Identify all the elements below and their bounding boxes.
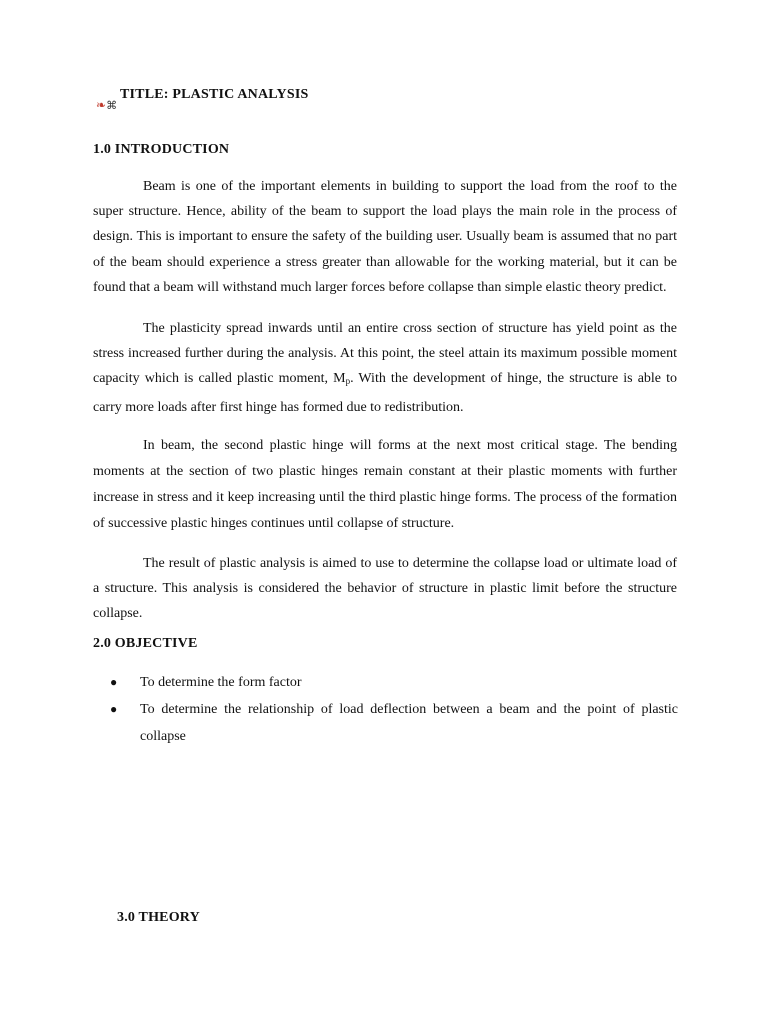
section-heading-theory: 3.0 THEORY <box>117 910 200 925</box>
section-heading-introduction: 1.0 INTRODUCTION <box>93 142 230 157</box>
objective-text: To determine the form factor <box>140 675 302 690</box>
title-row <box>96 87 496 115</box>
intro-paragraph-3: In beam, the second plastic hinge will forms at the next most critical stage. The bending moments at the section of two plastic hinges remain constant at their plastic moments with further increase in stress and it keep increasing until the third plastic hinge forms. The process of the formation of successive plastic hinges continues until collapse of structure. <box>93 438 677 532</box>
page-title: TITLE: PLASTIC ANALYSIS <box>120 87 309 102</box>
bullet-icon: ● <box>110 702 118 716</box>
intro-paragraph-2-text-cont: . With the development of hinge, the structure is able to carry more loads after first hinge has formed due to redistribution. <box>93 371 677 415</box>
objective-text: To determine the relationship of load deflection between a beam and the point of plastic collapse <box>140 702 678 744</box>
intro-paragraph-1: Beam is one of the important elements in building to support the load from the roof to the super structure. Hence, ability of the beam to support the load plays the main role in the process of design. This is important to ensure the safety of the building user. Usually beam is assumed that no part of the beam should experience a stress greater than allowable for the working material, but it can be found that a beam will withstand much larger forces before collapse than simple elastic theory predict. <box>93 179 677 295</box>
bullet-icon: ● <box>110 675 118 689</box>
objective-list <box>110 669 678 750</box>
title-decoration <box>96 99 117 112</box>
fish-icon: ❧ <box>96 98 107 112</box>
intro-paragraph-2-text: The plasticity spread inwards until an entire cross section of structure has yield point as the stress increased further during the analysis. At this point, the steel attain its maximum possible moment capacity which is called plastic moment, M <box>93 321 677 387</box>
intro-paragraph-4: The result of plastic analysis is aimed to use to determine the collapse load or ultimate load of a structure. This analysis is considered the behavior of structure in plastic limit before the structure collapse. <box>93 556 677 622</box>
list-item <box>110 696 678 750</box>
list-item <box>110 669 678 696</box>
gear-icon: ⌘ <box>106 100 118 112</box>
section-heading-objective: 2.0 OBJECTIVE <box>93 636 198 651</box>
plastic-moment-subscript: p <box>345 376 351 387</box>
intro-paragraph-2 <box>93 316 677 420</box>
